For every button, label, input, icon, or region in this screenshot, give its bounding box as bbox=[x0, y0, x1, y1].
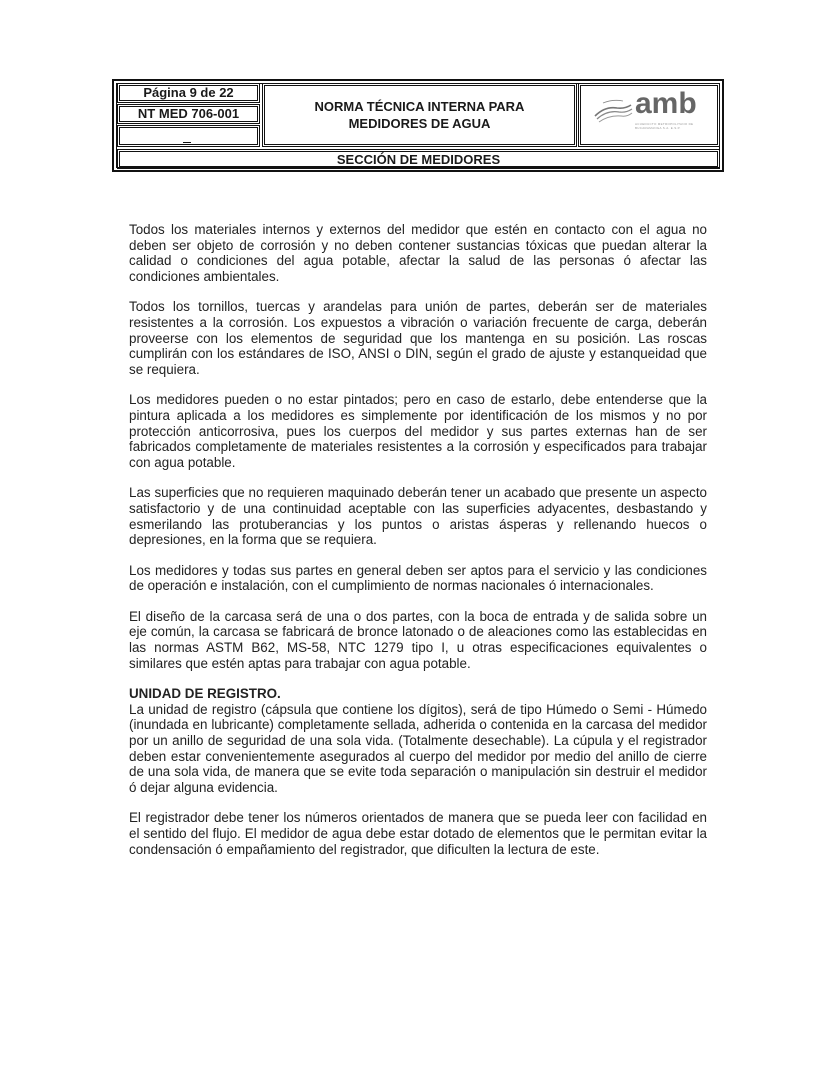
document-body bbox=[129, 222, 707, 857]
paragraph-surfaces: Las superficies que no requieren maquinado deberán tener un acabado que presente un aspecto satisfactorio y de una continuidad aceptable con las superficies adyacentes, desbastando y esmerilando las protuberancias y los puntos o aristas ásperas y rellenando huecos o depresiones, en la forma que se requiera. bbox=[129, 485, 707, 548]
page-number: Página 9 de 22 bbox=[119, 85, 258, 101]
title-line-1: NORMA TÉCNICA INTERNA PARA bbox=[314, 99, 525, 114]
paragraph-materials: Todos los materiales internos y externos del medidor que estén en contacto con el agua no deben ser objeto de corrosión y no deben contener sustancias tóxicas que puedan alterar la calidad o condiciones del agua potable, afectar la salud de las personas ó afectar las condiciones ambientales. bbox=[129, 222, 707, 284]
paragraph-register-numbers: El registrador debe tener los números orientados de manera que se pueda leer con facilidad en el sentido del flujo. El medidor de agua debe estar dotado de elementos que le permitan evitar la condensación ó empañamiento del registrador, que dificulten la lectura de este. bbox=[129, 810, 707, 857]
logo-wordmark: amb bbox=[635, 87, 697, 120]
subheading-registro: UNIDAD DE REGISTRO. bbox=[129, 686, 281, 702]
title-line-2: MEDIDORES DE AGUA bbox=[348, 116, 491, 131]
paragraph-register-unit: La unidad de registro (cápsula que contiene los dígitos), será de tipo Húmedo o Semi - Húmedo (inundada en lubricante) completamente sellada, adherida o contenida en la carcasa del medidor por un anillo de seguridad de una sola vida. (Totalmente desechable). La cúpula y el registrador deben estar convenientemente asegurados al cuerpo del medidor por medio del anillo de cierre de una sola vida, de manera que se evite toda separación o manipulación sin destruir el medidor ó dejar alguna evidencia. bbox=[129, 701, 707, 795]
document-code: NT MED 706-001 bbox=[119, 106, 258, 122]
water-wave-logo-icon bbox=[591, 94, 635, 128]
paragraph-paint: Los medidores pueden o no estar pintados; pero en caso de estarlo, debe entenderse que la pintura aplicada a los medidores es simplemente por identificación de los mismos y no por protección anticorrosiva, pues los cuerpos del medidor y sus partes externas han de ser fabricados completamente de materiales resistentes a la corrosión y especificados para trabajar con agua potable. bbox=[129, 392, 707, 470]
document-title bbox=[264, 85, 575, 145]
blank-cell bbox=[119, 127, 258, 145]
logo-subtext: ACUEDUCTO METROPOLITANO DE BUCARAMANGA S.A. E.S.P. bbox=[635, 122, 694, 130]
company-logo bbox=[580, 85, 718, 145]
document-header bbox=[112, 79, 724, 172]
paragraph-housing: El diseño de la carcasa será de una o dos partes, con la boca de entrada y de salida sobre un eje común, la carcasa se fabricará de bronce latonado o de aleaciones como las establecidas en las normas ASTM B62, MS-58, NTC 1279 tipo I, u otras especificaciones equivalentes o similares que estén aptas para trabajar con agua potable. bbox=[129, 608, 707, 671]
paragraph-fasteners: Todos los tornillos, tuercas y arandelas para unión de partes, deberán ser de materiales resistentes a la corrosión. Los expuestos a vibración o variación frecuente de carga, deberán proveerse con los elementos de seguridad que los mantenga en su posición. Las roscas cumplirán con los estándares de ISO, ANSI o DIN, según el grado de ajuste y estanqueidad que se requiera. bbox=[129, 299, 707, 377]
section-title: SECCIÓN DE MEDIDORES bbox=[119, 151, 718, 167]
paragraph-service: Los medidores y todas sus partes en general deben ser aptos para el servicio y las condiciones de operación e instalación, con el cumplimiento de normas nacionales ó internacionales. bbox=[129, 562, 707, 594]
blank-cell-mark bbox=[183, 142, 191, 143]
